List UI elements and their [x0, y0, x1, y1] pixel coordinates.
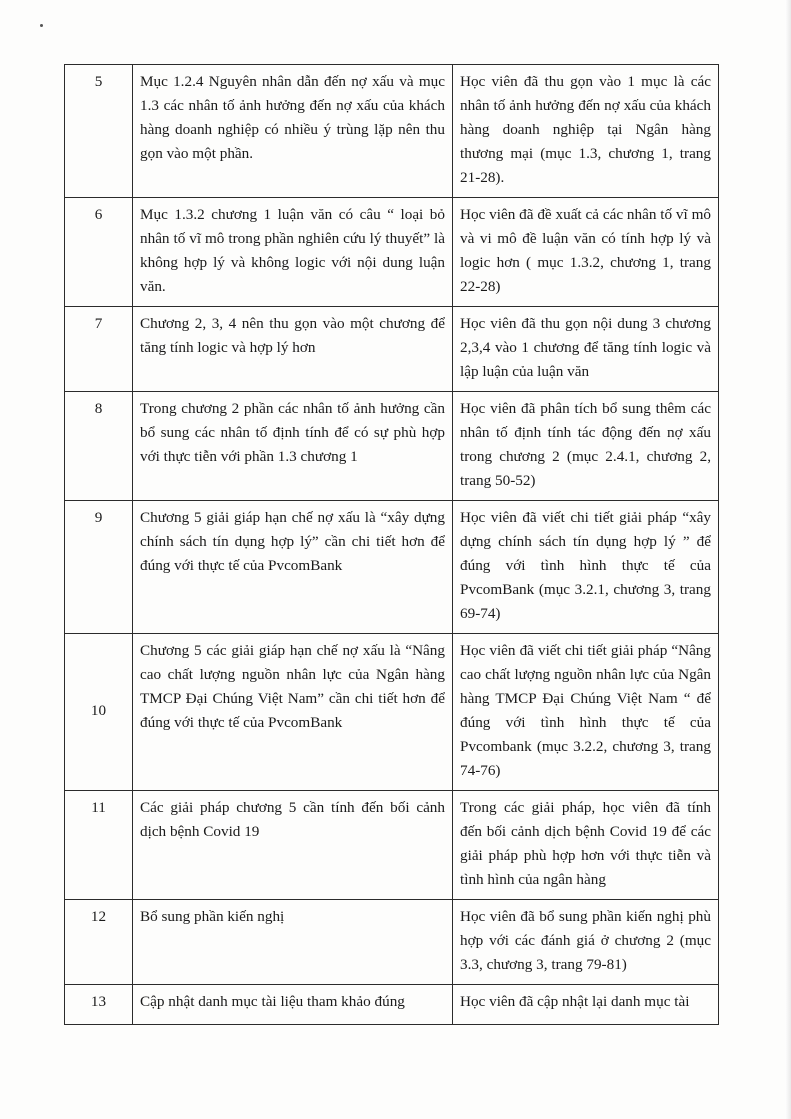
row-number: 5: [65, 65, 133, 198]
table-row: [65, 501, 719, 634]
reviewer-comment: Chương 5 giải giáp hạn chế nợ xấu là “xây dựng chính sách tín dụng hợp lý” cần chi tiết hơn để đúng với thực tế của PvcomBank: [133, 501, 453, 634]
table-row: [65, 985, 719, 1025]
table-row: [65, 634, 719, 791]
student-response: Học viên đã viết chi tiết giải pháp “Nâng cao chất lượng nguồn nhân lực của Ngân hàng TMCP Đại Chúng Việt Nam “ để đúng với tình hình thực tế của Pvcombank (mục 3.2.2, chương 3, trang 74-76): [453, 634, 719, 791]
table-row: [65, 198, 719, 307]
reviewer-comment: Trong chương 2 phần các nhân tố ảnh hưởng cần bổ sung các nhân tố định tính để có sự phù hợp với thực tiễn với phần 1.3 chương 1: [133, 392, 453, 501]
row-number: 6: [65, 198, 133, 307]
reviewer-comment: Bổ sung phần kiến nghị: [133, 900, 453, 985]
student-response: Trong các giải pháp, học viên đã tính đến bối cảnh dịch bệnh Covid 19 để các giải pháp phù hợp hơn với thực tiễn và tình hình của ngân hàng: [453, 791, 719, 900]
student-response: Học viên đã thu gọn nội dung 3 chương 2,3,4 vào 1 chương để tăng tính logic và lập luận của luận văn: [453, 307, 719, 392]
student-response: Học viên đã viết chi tiết giải pháp “xây dựng chính sách tín dụng hợp lý ” để đúng với tình hình thực tế của PvcomBank (mục 3.2.1, chương 3, trang 69-74): [453, 501, 719, 634]
row-number: 11: [65, 791, 133, 900]
student-response: Học viên đã phân tích bổ sung thêm các nhân tố định tính tác động đến nợ xấu trong chương 2 (mục 2.4.1, chương 2, trang 50-52): [453, 392, 719, 501]
student-response: Học viên đã bổ sung phần kiến nghị phù hợp với các đánh giá ở chương 2 (mục 3.3, chương 3, trang 79-81): [453, 900, 719, 985]
row-number: 9: [65, 501, 133, 634]
reviewer-comment: Mục 1.3.2 chương 1 luận văn có câu “ loại bỏ nhân tố vĩ mô trong phần nghiên cứu lý thuyết” là không hợp lý và không logic với nội dung luận văn.: [133, 198, 453, 307]
table-row: [65, 791, 719, 900]
student-response: Học viên đã thu gọn vào 1 mục là các nhân tố ảnh hưởng đến nợ xấu của khách hàng doanh nghiệp tại Ngân hàng thương mại (mục 1.3, chương 1, trang 21-28).: [453, 65, 719, 198]
reviewer-comment: Chương 5 các giải giáp hạn chế nợ xấu là “Nâng cao chất lượng nguồn nhân lực của Ngân hàng TMCP Đại Chúng Việt Nam” cần chi tiết hơn để đúng với thực tế của PvcomBank: [133, 634, 453, 791]
row-number: 12: [65, 900, 133, 985]
row-number: 10: [65, 634, 133, 791]
student-response: Học viên đã cập nhật lại danh mục tài: [453, 985, 719, 1025]
row-number: 8: [65, 392, 133, 501]
table-row: [65, 307, 719, 392]
reviewer-comment: Cập nhật danh mục tài liệu tham khảo đúng: [133, 985, 453, 1025]
scan-speck: [40, 24, 43, 27]
student-response: Học viên đã đề xuất cả các nhân tố vĩ mô và vi mô đề luận văn có tính hợp lý và logic hơn ( mục 1.3.2, chương 1, trang 22-28): [453, 198, 719, 307]
row-number: 13: [65, 985, 133, 1025]
reviewer-comment: Mục 1.2.4 Nguyên nhân dẫn đến nợ xấu và mục 1.3 các nhân tố ảnh hưởng đến nợ xấu của khách hàng doanh nghiệp có nhiều ý trùng lặp nên thu gọn vào một phần.: [133, 65, 453, 198]
revision-table: [64, 64, 719, 1025]
scan-edge-shadow: [785, 0, 791, 1119]
table-row: [65, 392, 719, 501]
table-row: [65, 900, 719, 985]
table-row: [65, 65, 719, 198]
reviewer-comment: Các giải pháp chương 5 cần tính đến bối cảnh dịch bệnh Covid 19: [133, 791, 453, 900]
row-number: 7: [65, 307, 133, 392]
reviewer-comment: Chương 2, 3, 4 nên thu gọn vào một chương để tăng tính logic và hợp lý hơn: [133, 307, 453, 392]
